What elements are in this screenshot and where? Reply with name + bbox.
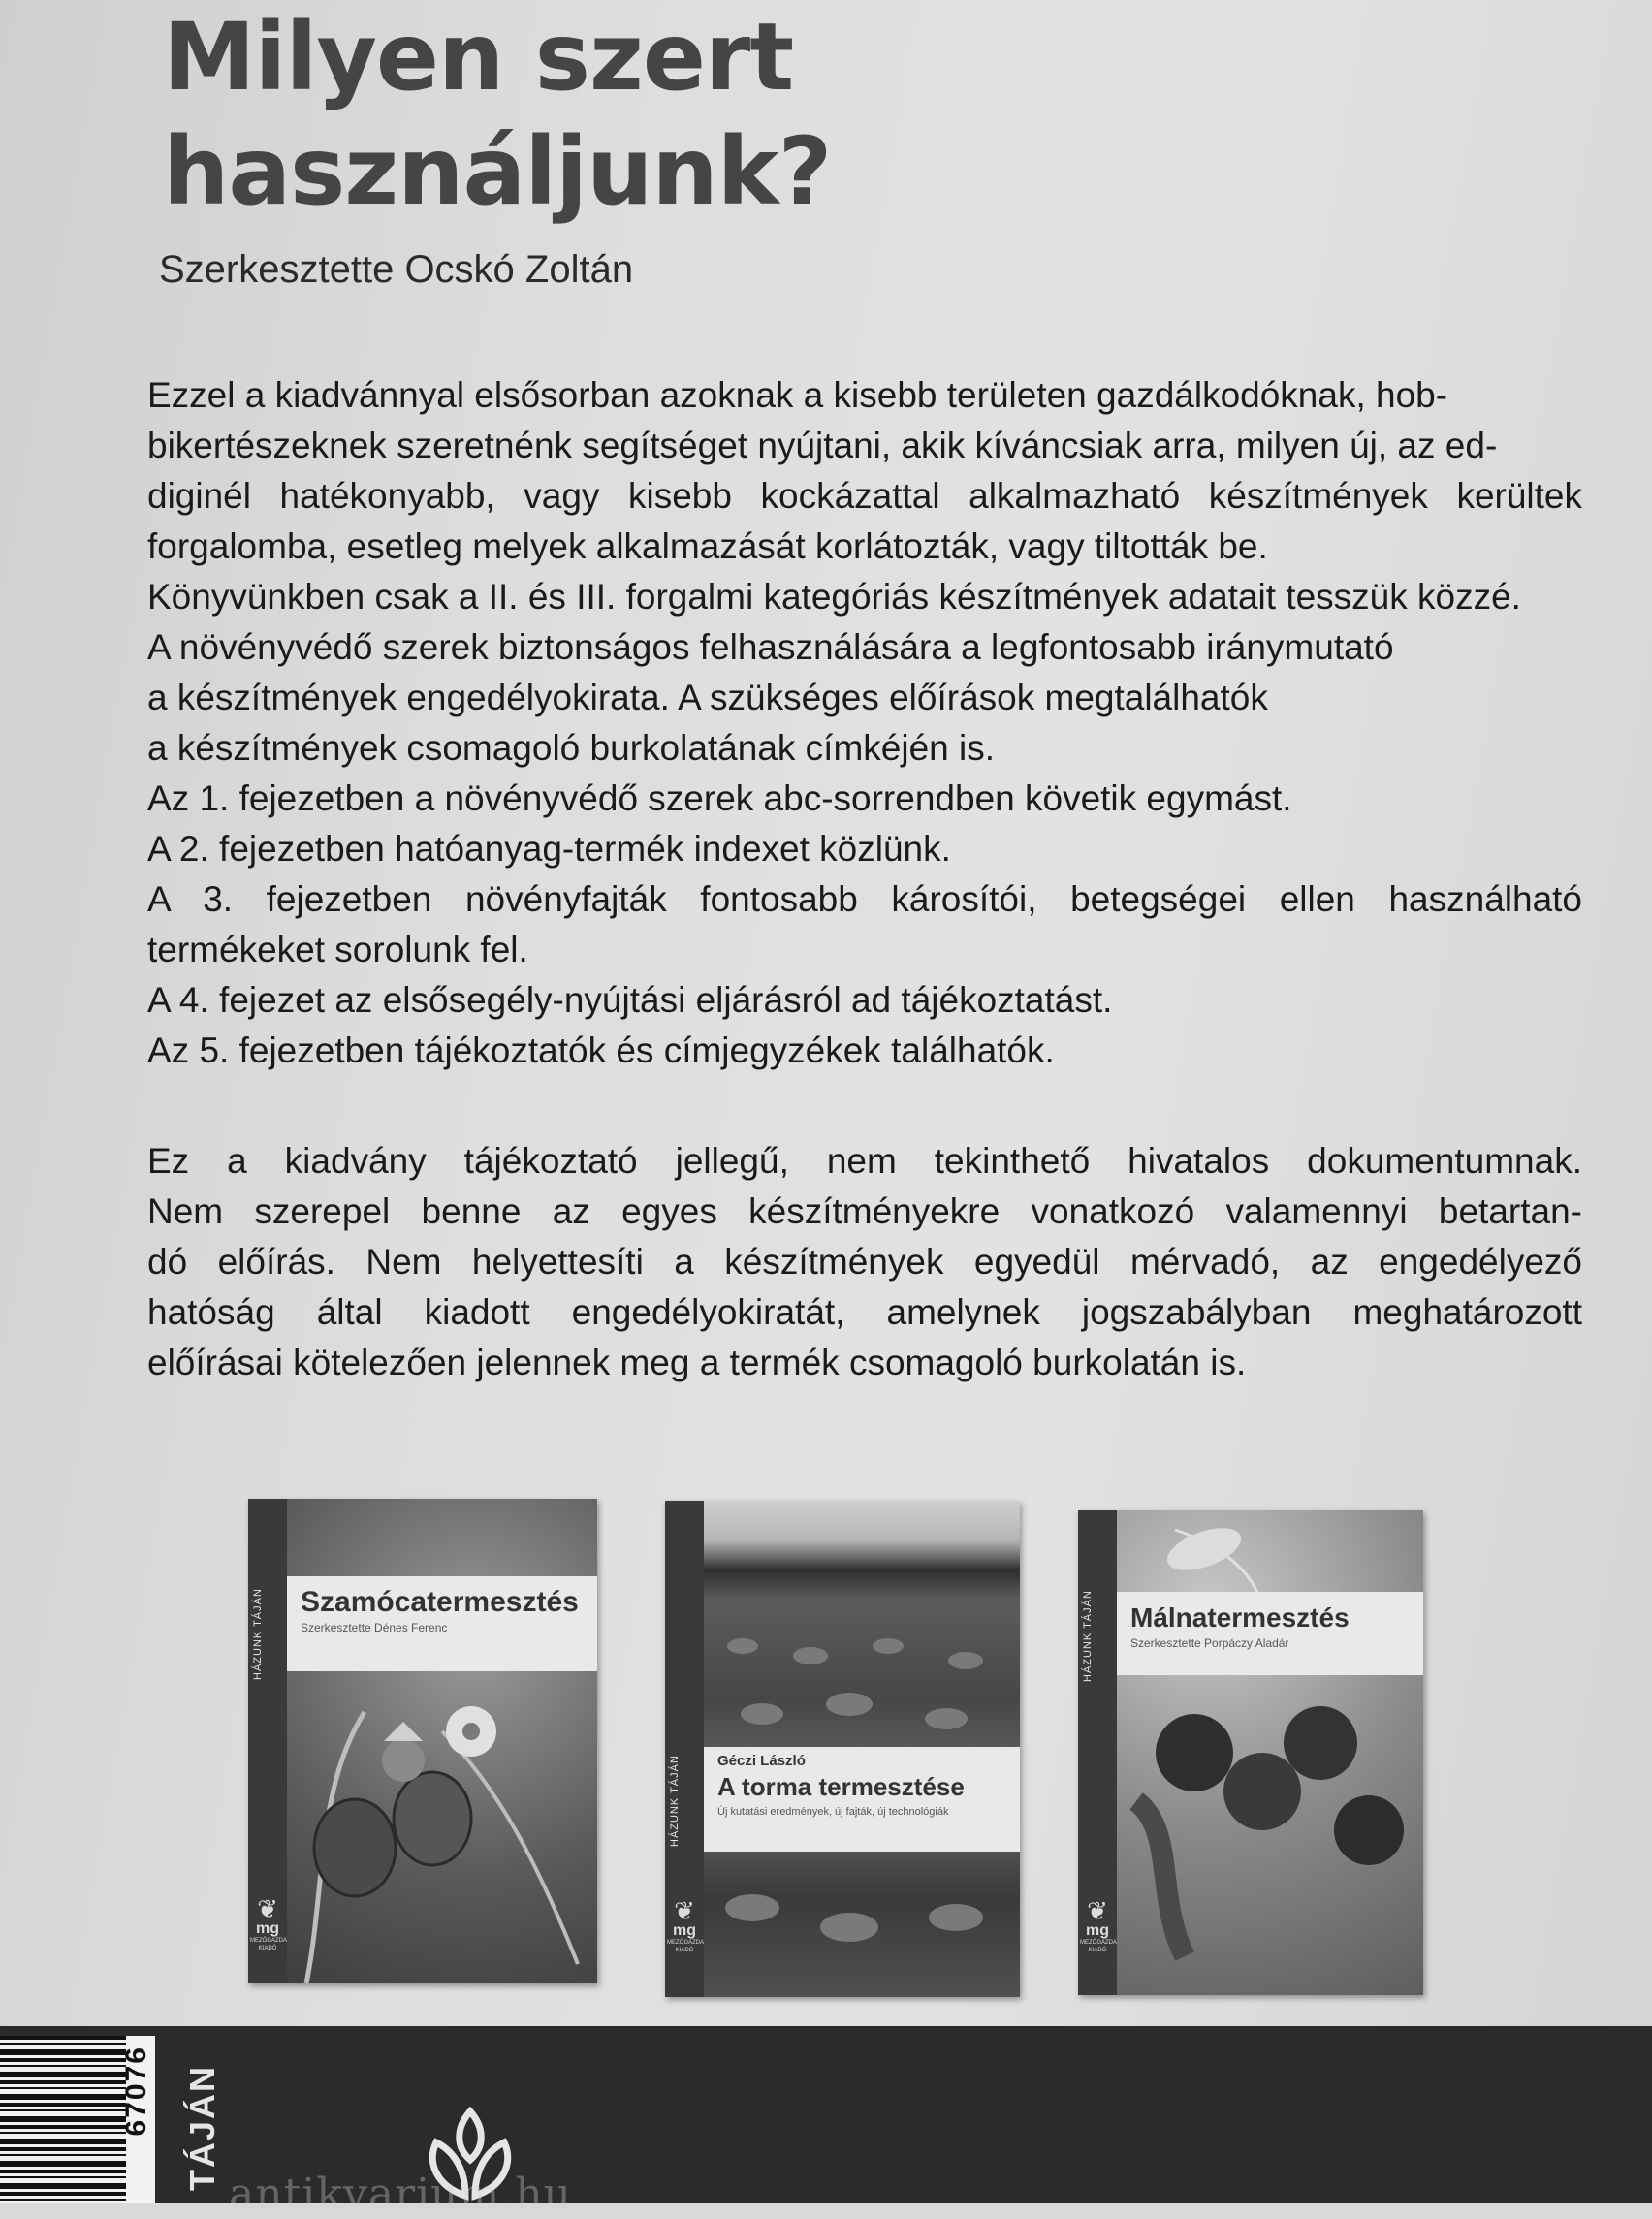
title-line-1: Milyen szert [163,3,794,111]
series-label: HÁZUNK TÁJÁN [1082,1590,1094,1683]
page-title [163,0,831,229]
safety-line: a készítmények engedélyokirata. A szükséges előírások megtalálhatók [147,678,1268,717]
disclaimer [147,1136,1582,1388]
publisher-logo [250,1894,288,1952]
category-note: Könyvünkben csak a II. és III. forgalmi kategóriás készítmények adatait tesszük közzé. [147,577,1521,617]
book-cover-strawberry[interactable] [248,1499,597,1983]
cover-title-band [287,1576,597,1671]
editor-credit: Szerkesztette Ocskó Zoltán [159,248,634,291]
book-title: Málnatermesztés [1130,1602,1350,1633]
chapter-line: Az 1. fejezetben a növényvédő szerek abc-sorrendben követik egymást. [147,778,1292,818]
publisher-name: MEZŐGAZDA KIADÓ [667,1940,705,1953]
raspberry-icon [1117,1510,1423,1995]
chapter-line: Az 5. fejezetben tájékoztatók és címjegyzékek találhatók. [147,1030,1055,1070]
disclaimer-line: Ez a kiadvány tájékoztató jellegű, nem tekinthető hivatalos dokumentumnak. [147,1141,1582,1181]
book-editor: Szerkesztette Dénes Ferenc [301,1621,448,1634]
disclaimer-line: Nem szerepel benne az egyes készítményekre vonatkozó valamennyi betartan- [147,1191,1582,1231]
related-books [0,1493,1652,2007]
publisher-name: MEZŐGAZDA KIADÓ [1080,1940,1118,1953]
intro-line: bikertészeknek szeretnénk segítséget nyújtani, akik kíváncsiak arra, milyen új, az ed- [147,426,1498,465]
book-title: A torma termesztése [717,1772,965,1801]
chapter-line: A 2. fejezetben hatóanyag-termék indexet közlünk. [147,829,951,869]
series-label: HÁZUNK TÁJÁN [252,1588,264,1681]
cover-title-band [1117,1592,1423,1675]
safety-line: a készítmények csomagoló burkolatának címkéjén is. [147,728,996,768]
cover-photo [287,1499,597,1983]
cover-spine [248,1499,287,1983]
disclaimer-line: hatóság által kiadott engedélyokiratát, amelynek jogszabályban meghatározott [147,1292,1582,1332]
chapter-line: A 4. fejezet az elsősegély-nyújtási eljárásról ad tájékoztatást. [147,980,1113,1020]
series-name: TÁJÁN [182,2065,222,2192]
barcode-number: 67076 [120,2045,152,2137]
leaf-icon: ❦ [1087,1896,1108,1925]
publisher-name: MEZŐGAZDA KIADÓ [250,1938,288,1951]
publisher-logo [1080,1896,1118,1954]
publisher-mark: mg [1086,1922,1109,1939]
book-editor: Szerkesztette Porpáczy Aladár [1130,1636,1289,1650]
chapter-line: A 3. fejezetben növényfajták fontosabb károsítói, betegségei ellen használható [147,879,1582,919]
chapter-line: termékeket sorolunk fel. [147,930,528,969]
cover-title-band [704,1747,1020,1852]
publisher-mark: mg [673,1922,696,1939]
intro-line: forgalomba, esetleg melyek alkalmazását korlátozták, vagy tiltották be. [147,526,1268,566]
intro-line: Ezzel a kiadvánnyal elsősorban azoknak a kisebb területen gazdálkodóknak, hob- [147,375,1448,415]
publisher-logo [667,1896,705,1954]
series-label: HÁZUNK TÁJÁN [669,1755,681,1848]
paragraph-gap [147,1076,1582,1136]
leaf-icon: ❦ [674,1896,695,1925]
barcode [0,2036,155,2203]
book-author: Géczi László [717,1753,806,1769]
disclaimer-line: dó előírás. Nem helyettesíti a készítmények egyedül mérvadó, az engedélyező [147,1242,1582,1282]
book-cover-horseradish[interactable] [665,1501,1020,1997]
cover-spine [665,1501,704,1997]
title-line-2: használjunk? [163,117,832,226]
watermark: antikvarium.hu [229,2170,572,2219]
book-subtitle: Új kutatási eredmények, új fajták, új technológiák [717,1806,949,1818]
book-title: Szamócatermesztés [301,1586,579,1618]
strawberry-icon [287,1499,597,1983]
leaf-icon: ❦ [257,1894,278,1923]
disclaimer-line: előírásai kötelezően jelennek meg a termék csomagoló burkolatán is. [147,1343,1247,1382]
barcode-bars [0,2036,126,2203]
intro-line: diginél hatékonyabb, vagy kisebb kockázattal alkalmazható készítmények kerültek [147,476,1582,516]
publisher-mark: mg [256,1920,279,1937]
book-cover-raspberry[interactable] [1078,1510,1423,1995]
safety-line: A növényvédő szerek biztonságos felhasználására a legfontosabb iránymutató [147,627,1394,667]
cover-photo [1117,1510,1423,1995]
description-text [147,370,1582,1388]
cover-spine [1078,1510,1117,1995]
